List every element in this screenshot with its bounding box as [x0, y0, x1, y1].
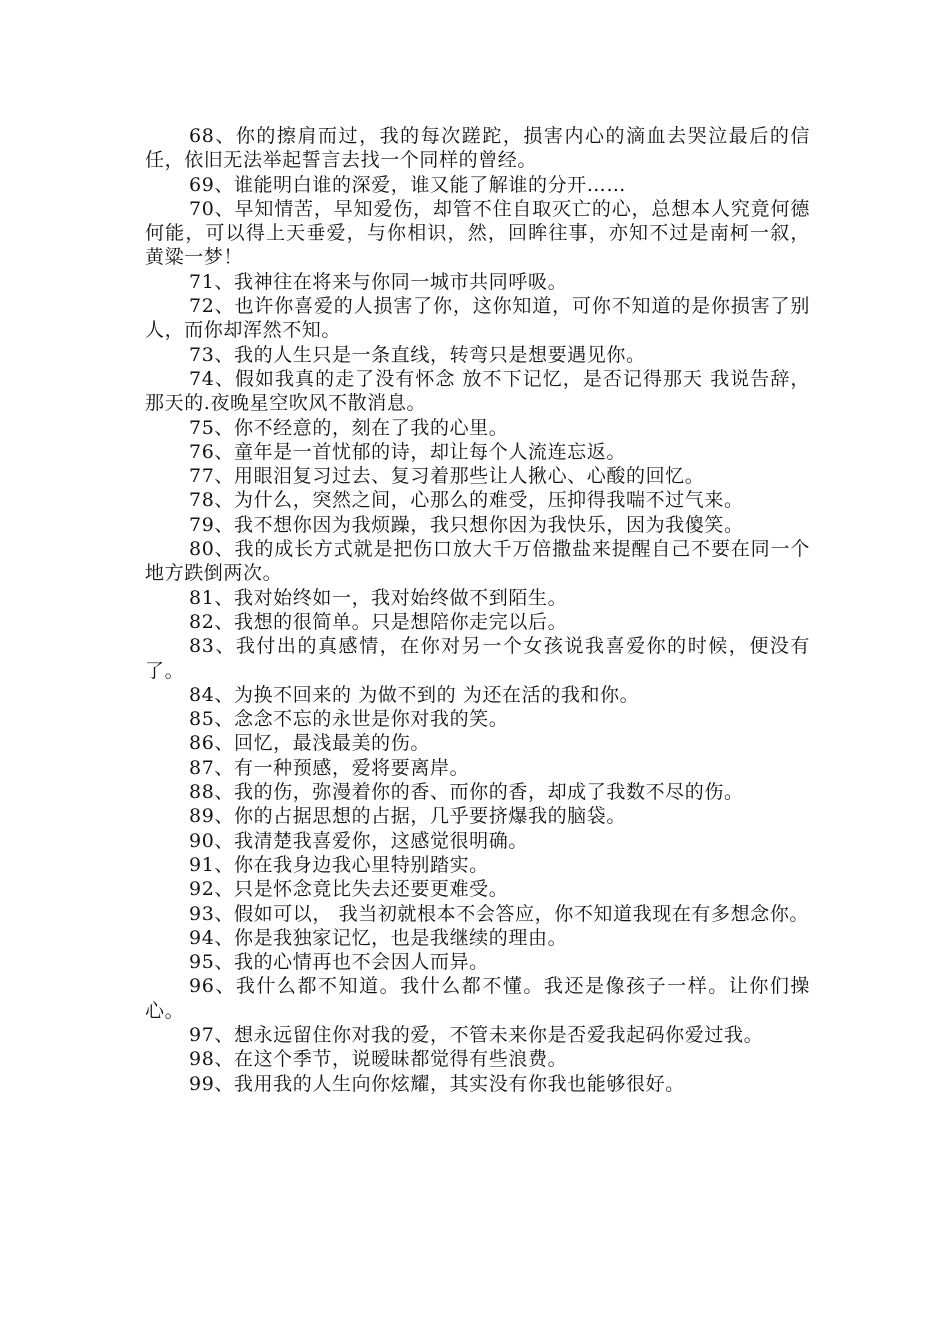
- quote-paragraph-82: 82、我想的很简单。只是想陪你走完以后。: [189, 610, 568, 633]
- quote-paragraph-92: 92、只是怀念竟比失去还要更难受。: [189, 878, 509, 901]
- quote-paragraph-88: 88、我的伤，弥漫着你的香、而你的香，却成了我数不尽的伤。: [189, 781, 744, 804]
- quote-paragraph-96: 96、我什么都不知道。我什么都不懂。我还是像孩子一样。让你们操心。: [145, 975, 810, 1022]
- quote-paragraph-95: 95、我的心情再也不会因人而异。: [189, 951, 489, 974]
- quote-paragraph-68: 68、你的擦肩而过，我的每次蹉跎，损害内心的滴血去哭泣最后的信任，依旧无法举起誓言去找一个同样的曾经。: [145, 125, 810, 172]
- quote-paragraph-80: 80、我的成长方式就是把伤口放大千万倍撒盐来提醒自己不要在同一个地方跌倒两次。: [145, 538, 810, 585]
- quote-paragraph-84: 84、为换不回来的 为做不到的 为还在活的我和你。: [189, 683, 640, 706]
- quote-paragraph-69: 69、谁能明白谁的深爱，谁又能了解谁的分开……: [189, 173, 626, 196]
- quote-paragraph-74: 74、假如我真的走了没有怀念 放不下记忆，是否记得那天 我说告辞，那天的.夜晚星空吹风不散消息。: [145, 367, 810, 415]
- document-body: [145, 124, 810, 1096]
- quote-paragraph-73: 73、我的人生只是一条直线，转弯只是想要遇见你。: [189, 343, 646, 366]
- quote-paragraph-98: 98、在这个季节，说暧昧都觉得有些浪费。: [189, 1048, 568, 1071]
- quote-paragraph-87: 87、有一种预感，爱将要离岸。: [189, 756, 470, 779]
- quote-paragraph-81: 81、我对始终如一，我对始终做不到陌生。: [189, 586, 568, 609]
- quote-paragraph-86: 86、回忆，最浅最美的伤。: [189, 732, 430, 755]
- quote-paragraph-99: 99、我用我的人生向你炫耀，其实没有你我也能够很好。: [189, 1072, 685, 1095]
- quote-paragraph-75: 75、你不经意的，刻在了我的心里。: [189, 416, 509, 439]
- quote-paragraph-85: 85、念念不忘的永世是你对我的笑。: [189, 708, 509, 731]
- quote-paragraph-71: 71、我神往在将来与你同一城市共同呼吸。: [189, 270, 568, 293]
- quote-paragraph-97: 97、想永远留住你对我的爱，不管未来你是否爱我起码你爱过我。: [189, 1023, 764, 1046]
- quote-paragraph-77: 77、用眼泪复习过去、复习着那些让人揪心、心酸的回忆。: [189, 465, 705, 488]
- quote-paragraph-94: 94、你是我独家记忆，也是我继续的理由。: [189, 926, 568, 949]
- quote-paragraph-93: 93、假如可以， 我当初就根本不会答应，你不知道我现在有多想念你。: [189, 902, 810, 925]
- quote-paragraph-72: 72、也许你喜爱的人损害了你，这你知道，可你不知道的是你损害了别人，而你却浑然不知。: [145, 295, 810, 342]
- quote-paragraph-78: 78、为什么，突然之间，心那么的难受，压抑得我喘不过气来。: [189, 489, 744, 512]
- quote-paragraph-91: 91、你在我身边我心里特别踏实。: [189, 853, 489, 876]
- quote-paragraph-90: 90、我清楚我喜爱你，这感觉很明确。: [189, 829, 528, 852]
- quote-paragraph-79: 79、我不想你因为我烦躁，我只想你因为我快乐，因为我傻笑。: [189, 513, 744, 536]
- quote-paragraph-89: 89、你的占据思想的占据，几乎要挤爆我的脑袋。: [189, 805, 626, 828]
- quote-paragraph-76: 76、童年是一首忧郁的诗，却让每个人流连忘返。: [189, 440, 626, 463]
- quote-paragraph-70: 70、早知情苦，早知爱伤，却管不住自取灭亡的心，总想本人究竟何德何能，可以得上天垂爱，与你相识，然，回眸往事，亦知不过是南柯一叙，黄粱一梦！: [145, 197, 810, 269]
- quote-paragraph-83: 83、我付出的真感情，在你对另一个女孩说我喜爱你的时候，便没有了。: [145, 635, 810, 682]
